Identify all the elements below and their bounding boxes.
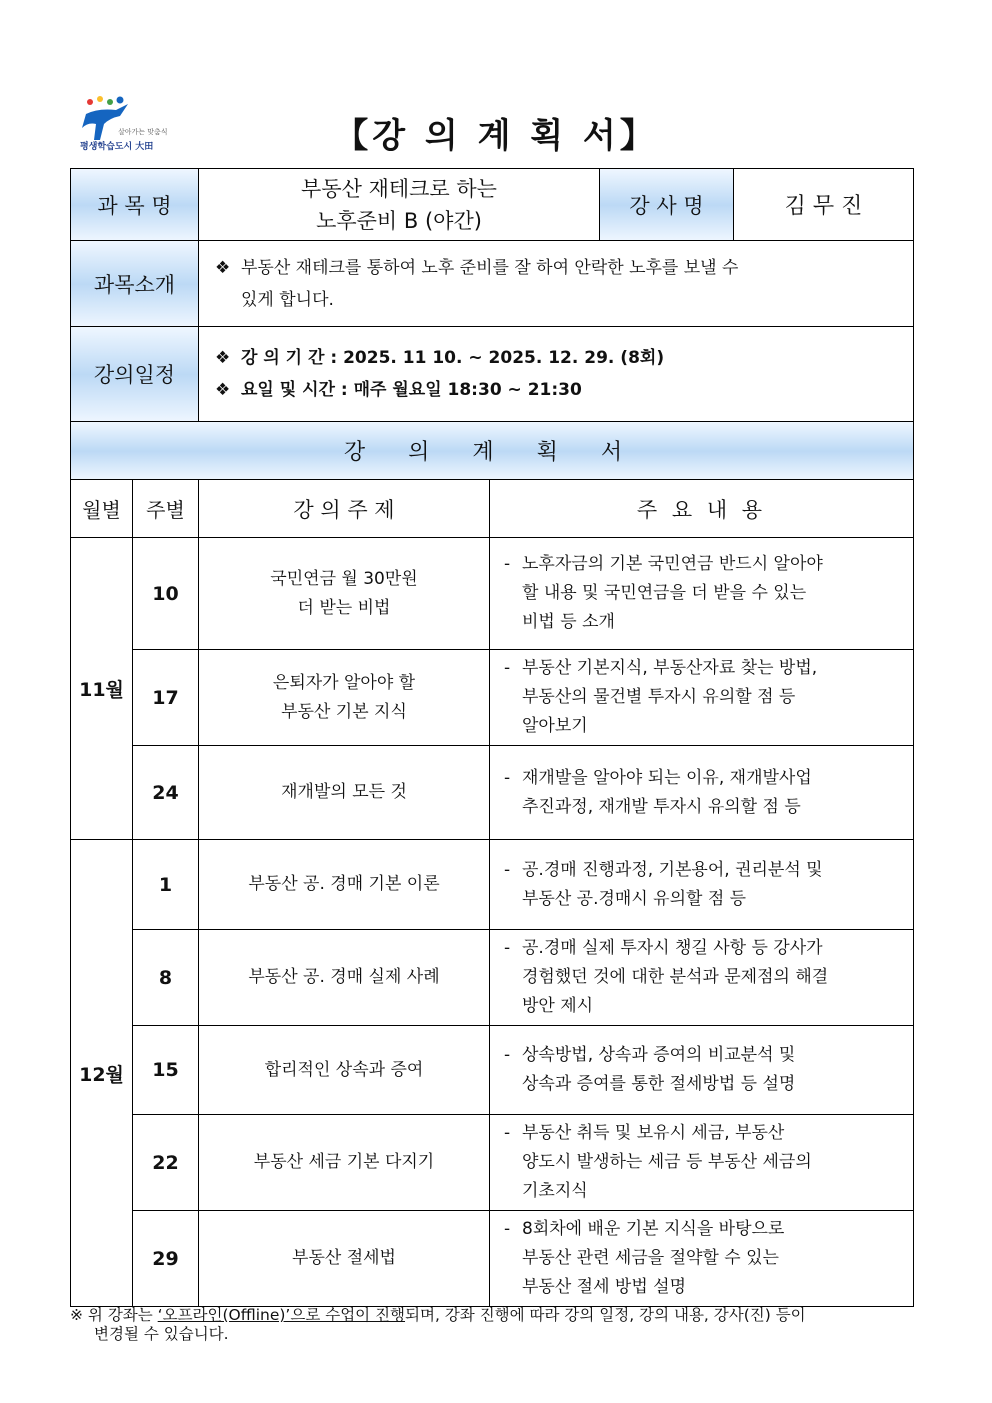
topic-line: 합리적인 상속과 증여: [264, 1059, 424, 1080]
topic-cell: [199, 746, 490, 840]
course-row: [71, 169, 914, 241]
content-line: 상속과 증여를 통한 절세방법 등 설명: [522, 1074, 796, 1094]
content-cell: - 노후자금의 기본 국민연금 반드시 알아야 할 내용 및 국민연금을 더 받을 수 있는 비법 등 소개: [490, 538, 914, 650]
footnote-prefix: ※ 위 강좌는: [70, 1306, 158, 1324]
topic-cell: [199, 930, 490, 1026]
footnote-underlined: ‘오프라인(Offline)’으로 수업이 진행: [157, 1306, 406, 1324]
table-row: [71, 840, 914, 930]
col-topic-header: 강 의 주 제: [199, 480, 490, 538]
plan-header-row: [71, 480, 914, 538]
table-row: [71, 1115, 914, 1211]
content-cell: - 부동산 취득 및 보유시 세금, 부동산 양도시 발생하는 세금 등 부동산 세금의 기초지식: [490, 1115, 914, 1211]
month-cell: 11월: [71, 538, 133, 840]
logo-name: 평생학습도시 大田: [80, 142, 154, 152]
diamond-bullet-icon: ❖: [215, 348, 231, 368]
topic-cell: [199, 650, 490, 746]
content-line: 노후자금의 기본 국민연금 반드시 알아야: [522, 554, 823, 574]
content-line: 추진과정, 재개발 투자시 유의할 점 등: [522, 796, 801, 817]
col-content-header: 주 요 내 용: [490, 480, 914, 538]
topic-line: 부동산 공. 경매 실제 사례: [248, 967, 440, 987]
content-line: 방안 제시: [522, 996, 594, 1016]
topic-cell: [199, 1115, 490, 1211]
content-line: 부동산 절세 방법 설명: [522, 1277, 687, 1297]
course-name-line1: 부동산 재테크로 하는: [301, 176, 497, 201]
content-line: 부동산 공.경매시 유의할 점 등: [522, 888, 747, 909]
instructor-name: 김 무 진: [734, 169, 914, 241]
week-cell: 15: [133, 1026, 199, 1115]
topic-line: 부동산 세금 기본 다지기: [253, 1152, 435, 1172]
table-row: [71, 1026, 914, 1115]
topic-line: 은퇴자가 알아야 할: [272, 672, 416, 693]
content-line: 할 내용 및 국민연금을 더 받을 수 있는: [522, 583, 807, 603]
topic-cell: [199, 840, 490, 930]
content-cell: - 상속방법, 상속과 증여의 비교분석 및 상속과 증여를 통한 절세방법 등 설명: [490, 1026, 914, 1115]
topic-line: 국민연금 월 30만원: [270, 568, 418, 589]
content-line: 재개발을 알아야 되는 이유, 재개발사업: [522, 767, 812, 788]
week-cell: 8: [133, 930, 199, 1026]
content-line: 경험했던 것에 대한 분석과 문제점의 해결: [522, 967, 829, 987]
content-line: 부동산 취득 및 보유시 세금, 부동산: [522, 1123, 785, 1143]
table-row: [71, 538, 914, 650]
content-cell: - 공.경매 진행과정, 기본용어, 권리분석 및 부동산 공.경매시 유의할 점 등: [490, 840, 914, 930]
week-cell: 22: [133, 1115, 199, 1211]
week-cell: 29: [133, 1211, 199, 1307]
footnote-rest2: 변경될 수 있습니다.: [94, 1325, 229, 1343]
course-name: [199, 169, 600, 241]
diamond-bullet-icon: ❖: [215, 257, 231, 278]
intro-row: [71, 241, 914, 327]
topic-line: 부동산 기본 지식: [281, 701, 407, 722]
course-label: 과 목 명: [71, 169, 199, 241]
schedule-row: [71, 327, 914, 422]
content-line: 비법 등 소개: [522, 612, 615, 632]
lecture-plan-table: [70, 168, 914, 1307]
schedule-period: 강 의 기 간 : 2025. 11 10. ~ 2025. 12. 29. (8회): [241, 348, 665, 368]
table-row: [71, 930, 914, 1026]
topic-cell: [199, 1211, 490, 1307]
schedule-label: 강의일정: [71, 327, 199, 422]
content-line: 부동산 관련 세금을 절약할 수 있는: [522, 1248, 779, 1268]
content-line: 8회차에 배운 기본 지식을 바탕으로: [522, 1219, 785, 1239]
content-line: 알아보기: [522, 716, 588, 736]
intro-line1: 부동산 재테크를 통하여 노후 준비를 잘 하여 안락한 노후를 보낼 수: [241, 257, 739, 278]
content-line: 부동산의 물건별 투자시 유의할 점 등: [522, 687, 796, 707]
schedule-time: 요일 및 시간 : 매주 월요일 18:30 ~ 21:30: [241, 380, 582, 400]
diamond-bullet-icon: ❖: [215, 380, 231, 400]
table-row: [71, 650, 914, 746]
content-line: 상속방법, 상속과 증여의 비교분석 및: [522, 1045, 796, 1065]
week-cell: 17: [133, 650, 199, 746]
week-cell: 10: [133, 538, 199, 650]
week-cell: 1: [133, 840, 199, 930]
intro-text: [199, 241, 914, 327]
content-line: 기초지식: [522, 1181, 588, 1201]
col-week-header: 주별: [133, 480, 199, 538]
content-line: 공.경매 실제 투자시 챙길 사항 등 강사가: [522, 938, 823, 958]
content-cell: - 8회차에 배운 기본 지식을 바탕으로 부동산 관련 세금을 절약할 수 있는 부동산 절세 방법 설명: [490, 1211, 914, 1307]
topic-line: 더 받는 비법: [297, 597, 391, 618]
week-cell: 24: [133, 746, 199, 840]
course-name-line2: 노후준비 B (야간): [316, 208, 482, 233]
content-line: 부동산 기본지식, 부동산자료 찾는 방법,: [522, 658, 818, 678]
month-cell: 12월: [71, 840, 133, 1307]
content-cell: - 공.경매 실제 투자시 챙길 사항 등 강사가 경험했던 것에 대한 분석과 문제점의 해결 방안 제시: [490, 930, 914, 1026]
footnote: [70, 1306, 915, 1344]
schedule-text: [199, 327, 914, 422]
intro-line2: 있게 합니다.: [241, 289, 334, 310]
topic-line: 부동산 절세법: [292, 1248, 396, 1268]
content-cell: - 재개발을 알아야 되는 이유, 재개발사업 추진과정, 재개발 투자시 유의할 점 등: [490, 746, 914, 840]
instructor-label: 강 사 명: [600, 169, 734, 241]
col-month-header: 월별: [71, 480, 133, 538]
plan-section-title: 강 의 계 획 서: [71, 422, 914, 480]
topic-cell: [199, 1026, 490, 1115]
topic-line: 부동산 공. 경매 기본 이론: [248, 874, 440, 894]
logo-tagline: 살아가는 맞춤식: [118, 128, 168, 136]
content-line: 양도시 발생하는 세금 등 부동산 세금의: [522, 1152, 812, 1172]
document-title: 【강 의 계 획 서】: [334, 116, 658, 156]
content-line: 공.경매 진행과정, 기본용어, 권리분석 및: [522, 859, 823, 880]
topic-cell: [199, 538, 490, 650]
intro-label: 과목소개: [71, 241, 199, 327]
content-cell: - 부동산 기본지식, 부동산자료 찾는 방법, 부동산의 물건별 투자시 유의할 점 등 알아보기: [490, 650, 914, 746]
plan-section-row: [71, 422, 914, 480]
table-row: [71, 1211, 914, 1307]
table-row: [71, 746, 914, 840]
topic-line: 재개발의 모든 것: [281, 782, 407, 802]
footnote-rest1: 되며, 강좌 진행에 따라 강의 일정, 강의 내용, 강사(진) 등이: [405, 1306, 806, 1324]
